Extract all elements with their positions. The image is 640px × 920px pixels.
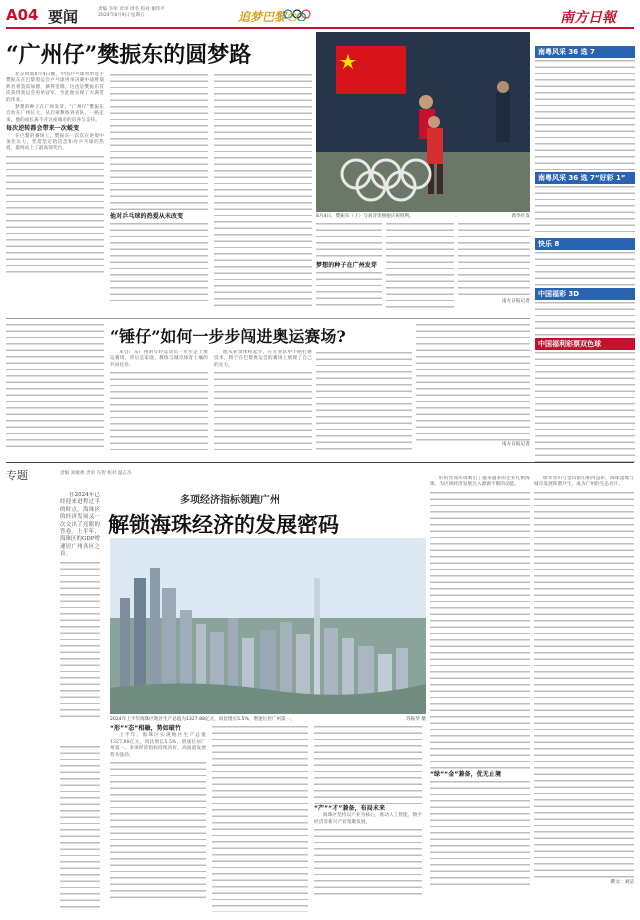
- feature-subhead: “产”“才”兼备，布局未来: [314, 805, 386, 812]
- feature-subhead: “绿”“金”兼备，优无止境: [430, 770, 502, 778]
- story1-text-block: [316, 270, 382, 310]
- feature-paragraph: 上半年，海珠区实现地区生产总值1327.88亿元，同比增长5.5%，增速位居广州第一。多项经济指标持续向好，高质量发展势头强劲。: [110, 733, 206, 758]
- story1-column-3: [214, 72, 312, 310]
- story1-text-block: [110, 72, 208, 212]
- feature-paragraph: 海珠区坚持以产业为核心，推动人工智能、数字经济等新兴产业集聚发展。: [314, 813, 422, 825]
- feature-column-5: [534, 476, 634, 914]
- feature-lede: [60, 492, 100, 740]
- lottery-results: [535, 250, 635, 288]
- feature-photo-credit: 苏振华 摄: [406, 717, 426, 722]
- story1-text-block: [214, 72, 312, 308]
- story2-text-block: [416, 322, 530, 442]
- story1-subhead: 梦想的种子在广州发芽: [316, 262, 378, 269]
- story1-text-block: [458, 221, 530, 299]
- lottery-title: 快乐 8: [535, 238, 635, 250]
- feature-section-tag: 专题: [6, 469, 28, 482]
- lottery-title: 中国福利彩票双色球: [535, 338, 635, 350]
- section-divider: [6, 462, 634, 463]
- story2-text-block: [316, 350, 412, 450]
- story1-text-block: [316, 221, 382, 261]
- masthead-rule: [6, 27, 634, 29]
- lottery-title: 中国福彩 3D: [535, 288, 635, 300]
- lottery-results: [535, 300, 635, 338]
- newspaper-logo: 南方日報: [560, 10, 616, 26]
- story-divider: [6, 318, 530, 319]
- feature-headline: 解锁海珠经济的发展密码: [108, 512, 339, 537]
- feature-photo-caption: 2024年上半年海珠区地区生产总值为1327.88亿元，同比增长5.5%，增速位居广州第一。: [110, 717, 295, 722]
- masthead-meta: 责编 李彤 责审 周冬 校对 谢伟平 2024年8月9日 星期五: [98, 7, 166, 18]
- story1-subhead: 每次逆转都会带来一次蜕变: [6, 125, 80, 133]
- feature-lede-text: 在2024年已经迎来进程过半的时点，海珠区的经济发展又一次交出了亮眼的答卷。上半年，海珠区的GDP增速居广州各区之首。: [60, 492, 100, 558]
- feature-byline: 撰文：刘洁: [610, 879, 634, 885]
- story1-column-2: [110, 72, 208, 310]
- story2-column-3: [214, 350, 312, 452]
- lottery-results: [535, 184, 635, 236]
- story2-text-block: [6, 322, 104, 450]
- story1-column-1: [6, 72, 104, 310]
- lottery-box-3: [535, 238, 635, 288]
- lottery-box-5: [535, 338, 635, 462]
- story1-photo-caption: 8月4日，樊振东（上）与刘诗雯拥抱庆祝胜利。: [316, 214, 414, 219]
- feature-text-block: [314, 724, 422, 804]
- story1-paragraph: 梦想的种子在广州发芽，“广州仔”樊振东自幼在广州长大，从启蒙教练到省队，一路走来，他的成长离不开这座城市的培养与支持。: [6, 105, 104, 123]
- story2-byline: 南方日报记者: [501, 442, 530, 447]
- feature-paragraph: 绿水青山与金山银山相得益彰，海珠湿地与城市发展和谐共生，成为广州的生态名片。: [534, 476, 634, 488]
- feature-column-2: [212, 724, 308, 914]
- feature-column-3: [314, 724, 422, 914]
- feature-text-block: [212, 724, 308, 912]
- olympic-rings-icon: [282, 9, 318, 21]
- story1-photo: [316, 32, 530, 212]
- story1-column-6: [458, 221, 530, 313]
- feature-meta: 责编 刘敏燕 责审 冯智 校对 温志杰: [60, 471, 132, 476]
- page-number: A04: [6, 6, 39, 24]
- story1-headline: “广州仔”樊振东的圆梦路: [6, 42, 252, 68]
- lottery-box-2: [535, 172, 635, 236]
- feature-kicker: 多项经济指标领跑广州: [180, 495, 280, 506]
- story1-column-4: [316, 221, 382, 313]
- feature-text-block: [534, 490, 634, 880]
- section-name: 要闻: [48, 8, 79, 26]
- story1-text-block: [110, 221, 208, 301]
- feature-text-block: [430, 490, 530, 770]
- story2-column-2: [110, 350, 208, 452]
- story2-column-5: [416, 322, 530, 452]
- story2-text-block: [110, 370, 208, 450]
- feature-column-lower-1: [60, 744, 100, 914]
- story1-paragraph: 在巴黎的赛场上，樊振东一次次在逆境中顶住压力，凭借坚定的信念和对乒乓球的热爱，最终站上了最高领奖台。: [6, 133, 104, 152]
- feature-column-4: [430, 476, 530, 914]
- feature-text-block: [110, 760, 206, 900]
- feature-paragraph: 好的营商环境吸引了越来越多的企业扎根海珠，为区域经济发展注入源源不断的动能。: [430, 476, 530, 488]
- feature-subhead: “形”“态”相融，势如破竹: [110, 725, 182, 732]
- story2-headline: “锤仔”如何一步步闯进奥运赛场?: [110, 327, 346, 346]
- lottery-results: [535, 350, 635, 462]
- story1-byline: 南方日报记者: [501, 299, 530, 304]
- feature-text-block: [60, 560, 100, 720]
- story1-text-block: [386, 221, 454, 311]
- lottery-title: 南粤风采 36 选 7“好彩 1”: [535, 172, 635, 184]
- feature-text-block: [314, 827, 422, 897]
- feature-photo: [110, 538, 426, 714]
- city-skyline-illustration: [110, 538, 426, 714]
- story2-paragraph: 他从业余体校起步，在专业队中不断打磨技术，终于在巴黎奥运会的赛场上展现了自己的实力。: [214, 350, 312, 368]
- story1-photo-credit: 新华社发: [511, 214, 530, 219]
- lottery-box-4: [535, 288, 635, 338]
- feature-text-block: [430, 779, 530, 889]
- feature-column-1: [110, 724, 206, 914]
- lottery-title: 南粤风采 36 选 7: [535, 46, 635, 58]
- story1-column-5: [386, 221, 454, 313]
- lottery-box-1: [535, 46, 635, 170]
- feature-text-block: [60, 744, 100, 912]
- photo-illustration: [316, 32, 530, 212]
- story1-paragraph: 北京时间8月4日晚，中国乒乓球男单选手樊振东在巴黎奥运会乒乓球男单决赛中战胜瑞典名将莫雷加德，摘得金牌。这也是樊振东首次获得奥运会男单冠军，至此他实现了大满贯的伟业。: [6, 72, 104, 103]
- story2-text-block: [214, 370, 312, 450]
- lottery-results: [535, 58, 635, 170]
- story2-column-1: [6, 322, 104, 452]
- story1-subhead: 他对乒乓球的热爱从未改变: [110, 213, 184, 220]
- story2-paragraph: 来自广东广州的年轻运动员一步步走上奥运赛场，背后是家庭、教练与城市体育土壤的共同托举。: [110, 350, 208, 368]
- banner-title: 追梦巴黎: [238, 10, 287, 24]
- story1-text-block: [6, 154, 104, 274]
- story2-column-4: [316, 350, 412, 452]
